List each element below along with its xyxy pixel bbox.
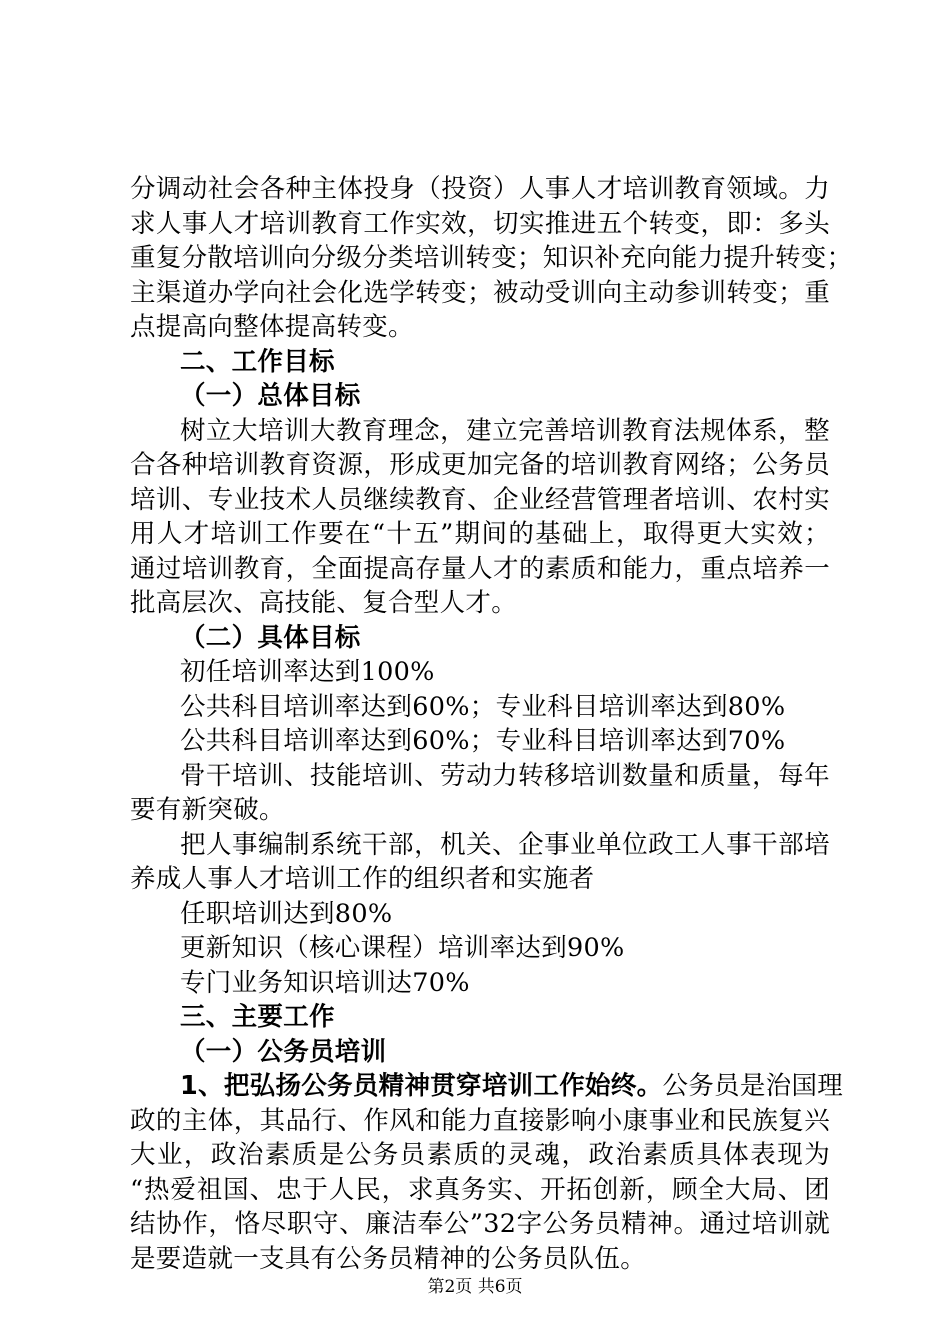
- text-line: 通过培训教育，全面提高存量人才的素质和能力，重点培养一: [130, 553, 830, 584]
- text-line: 把人事编制系统干部，机关、企事业单位政工人事干部培: [180, 829, 830, 860]
- lead-in-bold: 1、把弘扬公务员精神贯穿培训工作始终。: [180, 1071, 663, 1101]
- section-heading: [130, 1069, 844, 1104]
- text-line: 专门业务知识培训达70%: [180, 967, 470, 998]
- section-heading: （二）具体目标: [180, 622, 361, 653]
- text-line: 用人才培训工作要在“十五”期间的基础上，取得更大实效；: [130, 519, 830, 549]
- lead-in-tail: 公务员是治国理: [662, 1071, 844, 1101]
- text-line: 更新知识（核心课程）培训率达到90%: [180, 933, 625, 963]
- text-line: 重复分散培训向分级分类培训转变；知识补充向能力提升转变；: [130, 243, 853, 273]
- text-line: 大业，政治素质是公务员素质的灵魂，政治素质具体表现为: [130, 1140, 830, 1170]
- text-line: 公共科目培训率达到60%；专业科目培训率达到80%: [180, 691, 786, 722]
- text-line: 是要造就一支具有公务员精神的公务员队伍。: [130, 1243, 647, 1274]
- section-heading: （一）公务员培训: [180, 1036, 387, 1067]
- section-heading: 三、主要工作: [180, 1002, 335, 1032]
- document-body: [130, 172, 853, 1276]
- text-line: 合各种培训教育资源，形成更加完备的培训教育网络；公务员: [130, 450, 830, 480]
- text-line: 培训、专业技术人员继续教育、企业经营管理者培训、农村实: [130, 484, 830, 515]
- text-line: 骨干培训、技能培训、劳动力转移培训数量和质量，每年: [180, 760, 830, 791]
- text-line: 初任培训率达到100%: [180, 657, 435, 687]
- text-line: 树立大培训大教育理念，建立完善培训教育法规体系，整: [180, 415, 830, 446]
- text-line: 批高层次、高技能、复合型人才。: [130, 588, 518, 618]
- section-heading: （一）总体目标: [180, 381, 361, 411]
- text-line: 公共科目培训率达到60%；专业科目培训率达到70%: [180, 726, 786, 756]
- text-line: “热爱祖国、忠于人民，求真务实、开拓创新，顾全大局、团: [130, 1174, 830, 1205]
- text-line: 任职培训达到80%: [180, 898, 393, 929]
- text-line: 求人事人才培训教育工作实效，切实推进五个转变，即：多头: [130, 208, 830, 239]
- page-number-footer: 第2页 共6页: [427, 1277, 523, 1297]
- text-line: 分调动社会各种主体投身（投资）人事人才培训教育领域。力: [130, 174, 830, 204]
- text-line: 点提高向整体提高转变。: [130, 312, 414, 342]
- text-line: 养成人事人才培训工作的组织者和实施者: [130, 864, 595, 894]
- text-line: 结协作，恪尽职守、廉洁奉公”32字公务员精神。通过培训就: [130, 1209, 830, 1239]
- text-line: 要有新突破。: [130, 795, 285, 825]
- section-heading: 二、工作目标: [180, 346, 335, 377]
- text-line: 政的主体，其品行、作风和能力直接影响小康事业和民族复兴: [130, 1105, 830, 1136]
- text-line: 主渠道办学向社会化选学转变；被动受训向主动参训转变；重: [130, 277, 830, 308]
